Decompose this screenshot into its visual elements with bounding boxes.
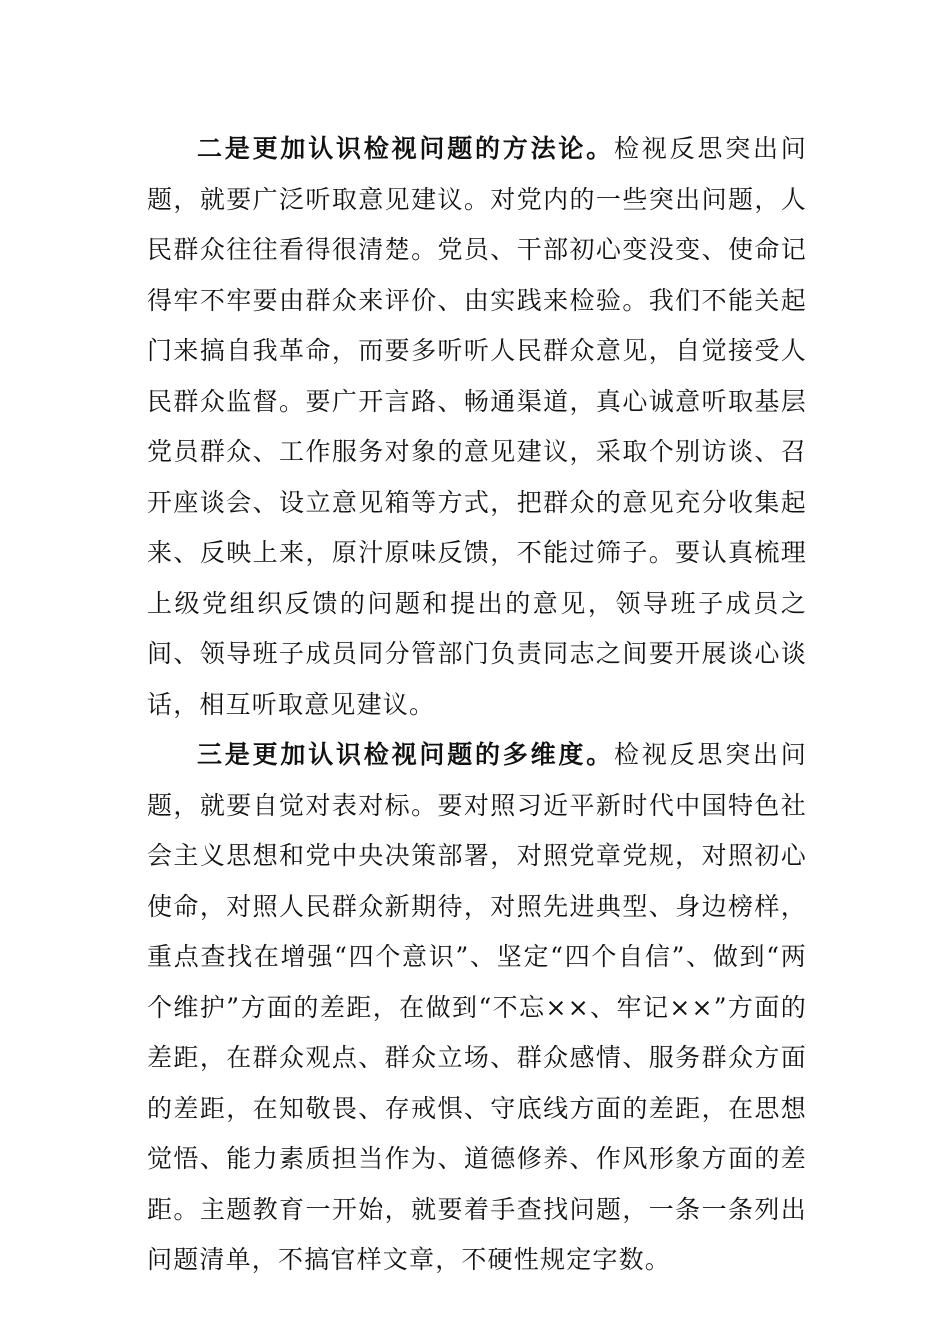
paragraph-lead: 三是更加认识检视问题的多维度。 bbox=[197, 740, 614, 769]
paragraph-text: 检视反思突出问题，就要自觉对表对标。要对照习近平新时代中国特色社会主义思想和党中央决策部署，对照党章党规，对照初心使命，对照人民群众新期待，对照先进典型、身边榜样，重点查找在增强“四个意识”、坚定“四个自信”、做到“两个维护”方面的差距，在做到“不忘××、牢记××”方面的差距，在群众观点、群众立场、群众感情、服务群众方面的差距，在知敬畏、存戒惧、守底线方面的差距，在思想觉悟、能力素质担当作为、道德修养、作风形象方面的差距。主题教育一开始，就要着手查找问题，一条一条列出问题清单，不搞官样文章，不硬性规定字数。 bbox=[147, 740, 807, 1274]
document-body bbox=[147, 124, 807, 1286]
paragraph-text: 检视反思突出问题，就要广泛听取意见建议。对党内的一些突出问题，人民群众往往看得很清楚。党员、干部初心变没变、使命记得牢不牢要由群众来评价、由实践来检验。我们不能关起门来搞自我革命，而要多听听人民群众意见，自觉接受人民群众监督。要广开言路、畅通渠道，真心诚意听取基层党员群众、工作服务对象的意见建议，采取个别访谈、召开座谈会、设立意见箱等方式，把群众的意见充分收集起来、反映上来，原汁原味反馈，不能过筛子。要认真梳理上级党组织反馈的问题和提出的意见，领导班子成员之间、领导班子成员同分管部门负责同志之间要开展谈心谈话，相互听取意见建议。 bbox=[147, 134, 807, 719]
paragraph-method bbox=[147, 124, 807, 730]
paragraph-dimension bbox=[147, 730, 807, 1286]
paragraph-lead: 二是更加认识检视问题的方法论。 bbox=[197, 134, 614, 163]
